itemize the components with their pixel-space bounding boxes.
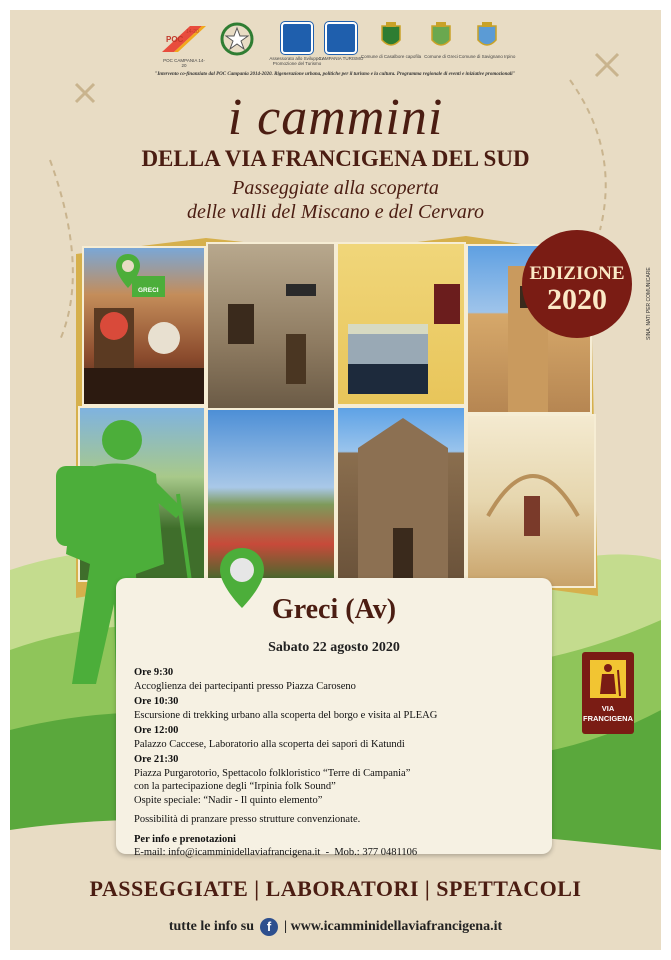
- regione-campania-logo: CAMPANIA TURISMO: [310, 22, 372, 61]
- edition-badge: EDIZIONE 2020: [522, 230, 632, 338]
- main-subtitle: DELLA VIA FRANCIGENA DEL SUD: [141, 146, 530, 171]
- photo-church-interior: [466, 414, 596, 588]
- schedule-time: Ore 21:30: [134, 754, 179, 765]
- main-title: i cammini: [227, 89, 444, 146]
- footer: [10, 918, 661, 936]
- svg-text:14-20: 14-20: [186, 29, 199, 35]
- casalbore-crest: Comune di Casalbore capofila: [360, 22, 422, 59]
- assessorato-logo: Assessorato allo Sviluppo e Promozione del Turismo: [266, 22, 328, 66]
- schedule-time: Ore 10:30: [134, 696, 179, 707]
- schedule-desc: Escursione di trekking urbano alla scoperta del borgo e visita al PLEAG: [134, 709, 438, 721]
- photo-greci-street: [82, 246, 206, 406]
- tagline: Passeggiate alla scoperta delle valli del Miscano e del Cervaro: [187, 177, 484, 223]
- event-date: Sabato 22 agosto 2020: [268, 640, 400, 655]
- schedule-desc: con la partecipazione degli “Irpinia folk Sound”: [134, 781, 336, 792]
- pilgrim-icon: [590, 660, 626, 698]
- photo-museum-showcase: [336, 242, 466, 406]
- savignano-crest: Comune di Savignano Irpino: [456, 22, 518, 59]
- schedule-time: Ore 9:30: [134, 667, 174, 678]
- website-link[interactable]: | www.icamminidellaviafrancigena.it: [284, 919, 503, 934]
- contact-info: E-mail: info@icamminidellaviafrancigena.it - Mob.: 377 0481106: [134, 847, 418, 858]
- info-heading: Per info e prenotazioni: [134, 833, 236, 845]
- footer-prefix: tutte le info su: [168, 919, 255, 934]
- schedule-desc: Ospite speciale: “Nadir - Il quinto elemento”: [134, 794, 323, 806]
- cofinancing-note: "Intervento co-finanziato dal POC Campania 2014-2020. Rigenerazione urbana, politiche per il turismo e la cultura. Programma regionale di eventi e iniziative promozionali": [154, 72, 516, 77]
- lunch-note: Possibilità di pranzare presso strutture convenzionate.: [134, 814, 361, 825]
- event-schedule: [134, 666, 544, 860]
- map-pin-tag: GRECI: [132, 276, 165, 297]
- schedule-desc: Accoglienza dei partecipanti presso Piazza Caroseno: [134, 680, 356, 692]
- schedule-desc: Palazzo Caccese, Laboratorio alla scoperta dei sapori di Katundi: [134, 738, 405, 750]
- via-francigena-logo: VIA FRANCIGENA: [582, 652, 634, 734]
- poster: [10, 10, 661, 950]
- photo-church-facade: [336, 406, 466, 584]
- design-credit: SINA. NATI PER COMUNICARE: [646, 267, 652, 340]
- schedule-time: Ore 12:00: [134, 725, 179, 736]
- activity-categories: PASSEGGIATE | LABORATORI | SPETTACOLI: [89, 876, 582, 901]
- event-card: [116, 578, 552, 858]
- greci-crest: Comune di Greci: [410, 22, 472, 59]
- event-place: Greci (Av): [271, 594, 397, 625]
- schedule-desc: Piazza Purgarotorio, Spettacolo folkloristico “Terre di Campania”: [134, 767, 411, 779]
- facebook-icon[interactable]: f: [260, 918, 278, 936]
- poc-campania-logo: POC 14-20 POC CAMPANIA 14-20: [160, 22, 208, 68]
- photo-stone-alley: [206, 242, 336, 412]
- svg-text:POC: POC: [166, 35, 184, 44]
